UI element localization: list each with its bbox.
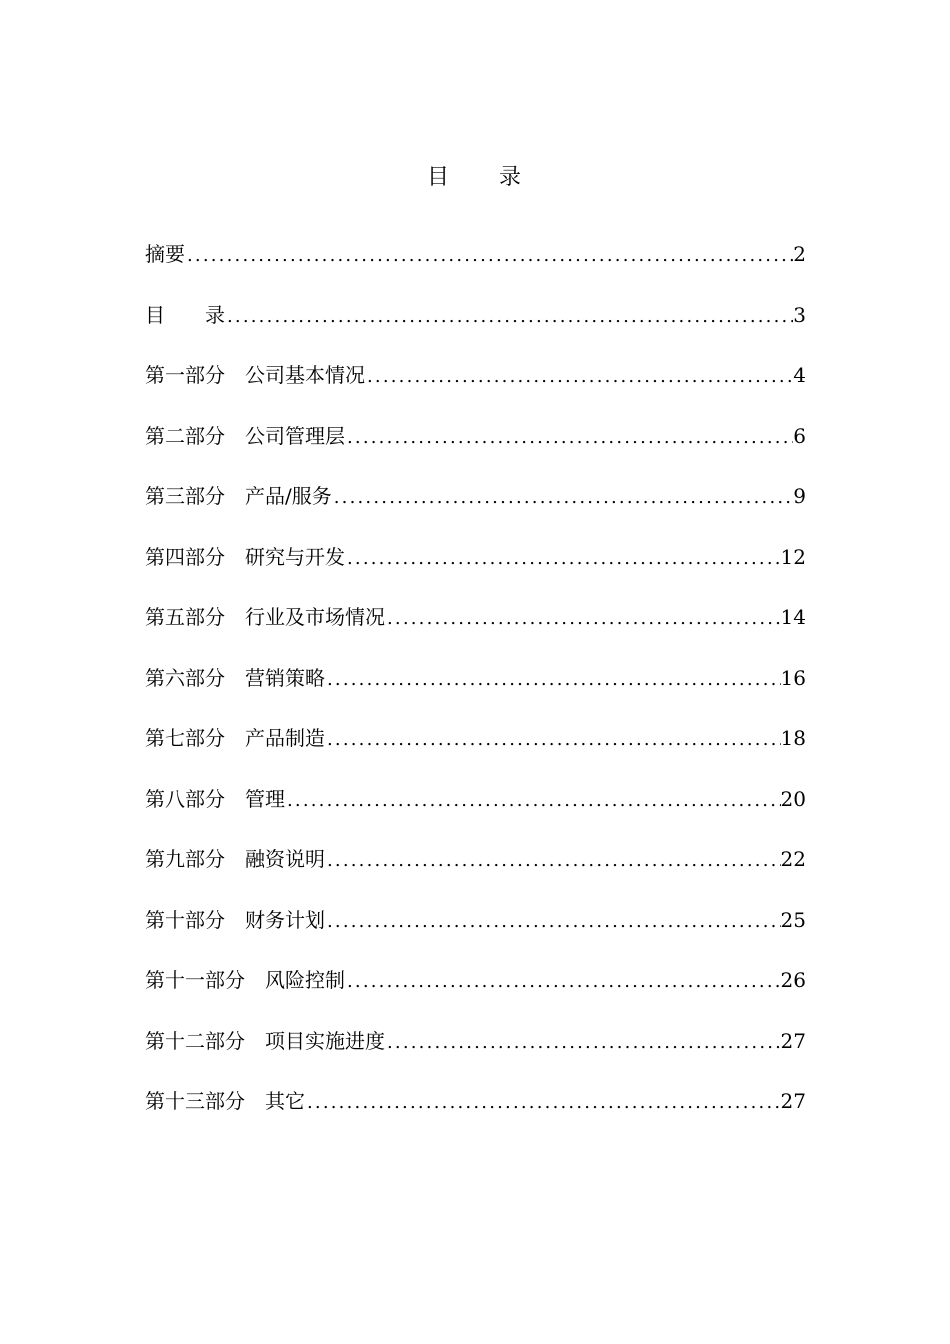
toc-list [145,232,806,1140]
toc-entry-page: 14 [780,605,806,629]
toc-entry-label: 第九部分 融资说明 [145,847,325,871]
toc-entry-page: 6 [793,423,806,448]
toc-entry[interactable] [145,777,806,838]
toc-title: 目 录 [426,165,523,190]
toc-entry-label: 摘要 [145,242,185,266]
toc-dot-leader [385,1021,781,1065]
toc-entry-page: 18 [780,726,806,750]
toc-entry-page: 27 [780,1028,806,1053]
toc-entry[interactable] [145,535,806,596]
toc-dot-leader [325,839,781,883]
toc-entry[interactable] [145,837,806,898]
toc-entry-page: 12 [780,544,806,569]
toc-entry[interactable] [145,353,806,414]
toc-entry-page: 27 [780,1089,806,1113]
toc-entry-label: 第三部分 产品/服务 [145,484,332,508]
toc-entry[interactable] [145,1079,806,1140]
toc-entry[interactable] [145,474,806,535]
toc-entry-page: 26 [780,968,806,992]
toc-entry-label: 第十二部分 项目实施进度 [145,1028,385,1053]
toc-dot-leader [325,900,781,944]
toc-dot-leader [325,718,781,762]
toc-dot-leader [225,295,793,339]
toc-entry[interactable] [145,1019,806,1080]
toc-dot-leader [365,355,793,399]
toc-dot-leader [385,597,781,641]
toc-entry-label: 第十一部分 风险控制 [145,968,345,992]
toc-entry-page: 9 [793,484,806,508]
toc-entry-page: 22 [780,847,806,871]
toc-dot-leader [332,476,794,520]
toc-dot-leader [345,960,781,1004]
toc-dot-leader [345,537,781,581]
toc-dot-leader [345,416,793,460]
toc-entry-page: 20 [780,786,806,811]
toc-entry-label: 目 录 [145,302,225,327]
toc-entry[interactable] [145,414,806,475]
toc-entry[interactable] [145,232,806,293]
toc-entry[interactable] [145,656,806,717]
toc-entry-label: 第五部分 行业及市场情况 [145,605,385,629]
toc-dot-leader [285,779,781,823]
toc-entry-label: 第十三部分 其它 [145,1089,305,1113]
toc-entry[interactable] [145,716,806,777]
toc-entry-page: 4 [793,363,806,387]
toc-entry-label: 第七部分 产品制造 [145,726,325,750]
toc-entry-label: 第四部分 研究与开发 [145,544,345,569]
toc-entry[interactable] [145,595,806,656]
toc-entry-label: 第二部分 公司管理层 [145,423,345,448]
toc-entry-page: 3 [793,302,806,327]
toc-entry[interactable] [145,293,806,354]
toc-dot-leader [185,234,793,278]
toc-entry-label: 第八部分 管理 [145,786,285,811]
toc-entry-label: 第一部分 公司基本情况 [145,363,365,387]
toc-entry-label: 第十部分 财务计划 [145,907,325,932]
toc-dot-leader [305,1081,781,1125]
toc-entry-page: 16 [780,665,806,690]
toc-entry-page: 25 [780,907,806,932]
toc-dot-leader [325,658,781,702]
toc-entry[interactable] [145,898,806,959]
toc-entry-page: 2 [793,242,806,266]
toc-entry-label: 第六部分 营销策略 [145,665,325,690]
toc-entry[interactable] [145,958,806,1019]
